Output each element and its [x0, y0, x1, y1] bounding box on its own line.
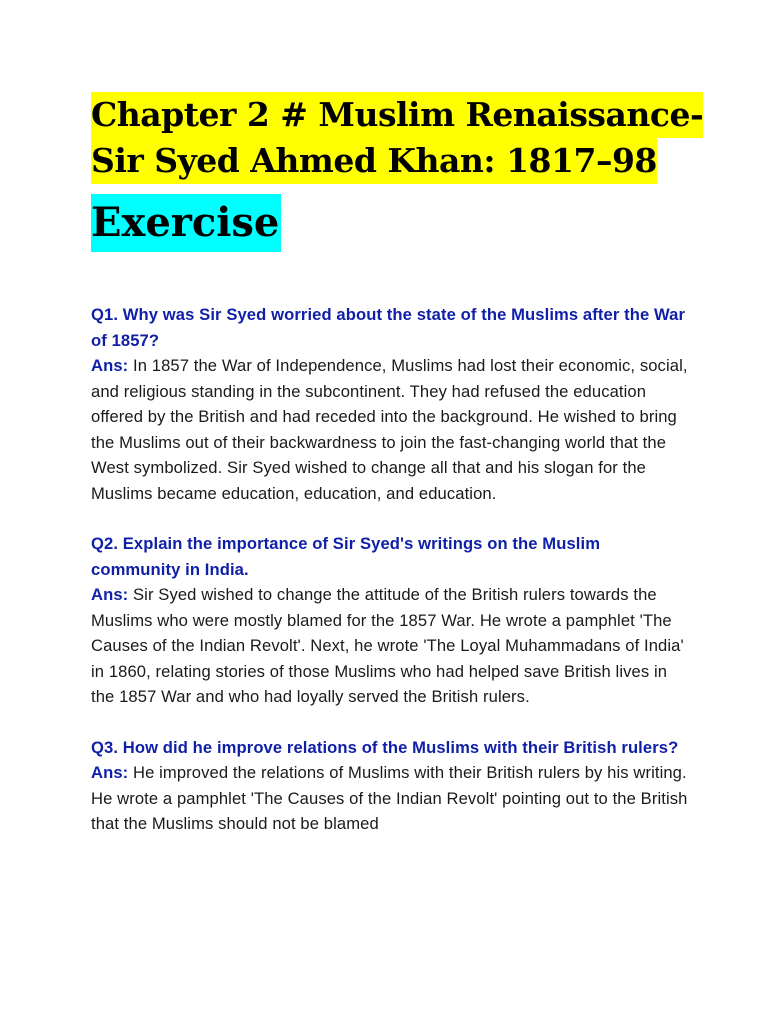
exercise-heading: Exercise [91, 194, 281, 252]
chapter-title [91, 92, 704, 184]
qa-item-3 [91, 735, 691, 837]
answer-label: Ans: [91, 585, 129, 604]
answer-label: Ans: [91, 763, 129, 782]
answer-label: Ans: [91, 356, 129, 375]
answer-text: In 1857 the War of Independence, Muslims had lost their economic, social, and religious standing in the subcontinent. They had refused the education offered by the British and had receded into the background. He wished to bring the Muslims out of their backwardness to join the fast-changing world that the West symbolized. Sir Syed wished to change all that and his slogan for the Muslims became education, education, and education. [91, 356, 688, 503]
answer-2 [91, 582, 691, 710]
question-1: Q1. Why was Sir Syed worried about the state of the Muslims after the War of 1857? [91, 305, 686, 350]
chapter-title-line-1: Chapter 2 # Muslim Renaissance- [91, 92, 703, 138]
answer-1 [91, 353, 691, 506]
answer-text: Sir Syed wished to change the attitude of the British rulers towards the Muslims who were mostly blamed for the 1857 War. He wrote a pamphlet 'The Causes of the Indian Revolt'. Next, he wrote 'The Loyal Muhammadans of India' in 1860, relating stories of those Muslims who had helped save British lives in the 1857 War and who had loyally served the British rulers. [91, 585, 684, 706]
answer-3 [91, 760, 691, 837]
qa-item-1 [91, 302, 691, 506]
question-3: Q3. How did he improve relations of the Muslims with their British rulers? [91, 737, 679, 757]
chapter-title-line-2: Sir Syed Ahmed Khan: 1817–98 [91, 138, 657, 184]
answer-text: He improved the relations of Muslims with their British rulers by his writing. He wrote a pamphlet 'The Causes of the Indian Revolt' pointing out to the British that the Muslims should not be blamed [91, 763, 688, 833]
question-2: Q2. Explain the importance of Sir Syed's writings on the Muslim community in India. [91, 534, 601, 579]
document-page [91, 92, 704, 837]
qa-item-2 [91, 531, 691, 710]
